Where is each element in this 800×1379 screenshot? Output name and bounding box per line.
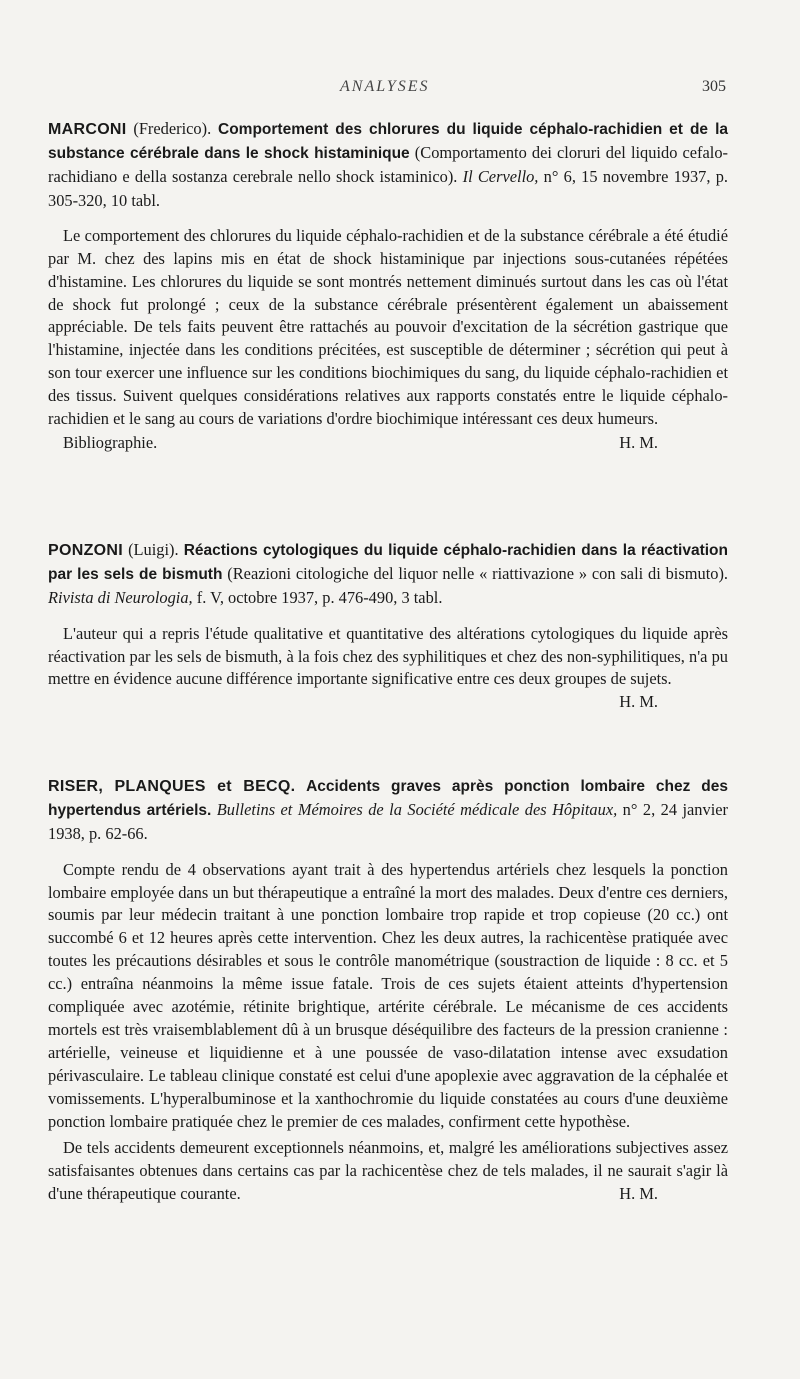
entry-author: PONZONI bbox=[48, 542, 123, 559]
running-head bbox=[0, 78, 800, 100]
entry-author: MARCONI bbox=[48, 121, 127, 138]
entry-riser bbox=[48, 774, 728, 1206]
entry-abstract-text: De tels accidents demeurent exceptionnels néanmoins, et, malgré les améliorations subjectives assez satisfaisantes obtenues dans certains cas par la rachicentèse chez de tels malades, il ne saurait s'agir là d'une thérapeutique courante. bbox=[48, 1138, 728, 1204]
entry-reference bbox=[48, 774, 728, 846]
entry-ponzoni bbox=[48, 538, 728, 714]
running-title: ANALYSES bbox=[340, 78, 430, 95]
entry-marconi bbox=[48, 117, 728, 454]
entry-journal: Rivista di Neurologia, bbox=[48, 588, 193, 608]
entry-footer bbox=[48, 431, 728, 454]
entry-title: Réactions cytologiques du liquide céphalo-rachidien dans la réactivation par les sels de bismuth bbox=[48, 542, 728, 584]
entry-title: Accidents graves après ponction lombaire chez des hypertendus artériels. bbox=[48, 778, 728, 820]
entry-reference bbox=[48, 538, 728, 610]
entry-reference bbox=[48, 117, 728, 212]
entry-journal: Bulletins et Mémoires de la Société médicale des Hôpitaux, bbox=[216, 800, 618, 820]
entry-title: Comportement des chlorures du liquide céphalo-rachidien et de la substance cérébrale dans le shock histaminique bbox=[48, 121, 728, 163]
entry-ref-details: f. V, octobre 1937, p. 476-490, 3 tabl. bbox=[196, 588, 443, 608]
entry-ref-details: n° 2, 24 janvier 1938, p. 62-66. bbox=[48, 800, 728, 844]
entry-abstract: Compte rendu de 4 observations ayant trait à des hypertendus artériels chez lesquels la ponction lombaire employée dans un but thérapeutique a entraîné la mort des malades. Deux d'entre ces derniers, soumis par leur médecin traitant à une ponction lombaire trop rapide et trop copieuse (20 cc.) ont succombé 6 et 12 heures après cette intervention. Chez les deux autres, la rachicentèse pratiquée avec toutes les précautions désirables et sous le contrôle manométrique (soustraction de liquide : 8 cc. et 5 cc.) entraîna néanmoins la même issue fatale. Trois de ces sujets étaient atteints d'hypertension compliquée avec azotémie, rétinite brightique, artérite cérébrale. Le mécanisme de ces accidents mortels est très vraisemblablement dû à un brusque déséquilibre des facteurs de la pression cranienne : artérielle, veineuse et liquidienne et à une poussée de vaso-dilatation intense avec exsudation périvasculaire. Le tableau clinique constaté est celui d'une apoplexie avec aggravation de la céphalée et vomissements. L'hyperalbuminose et la xanthochromie du liquide constatées au cours d'une deuxième ponction lombaire pratiquée chez le premier de ces malades, confirment cette hypothèse. bbox=[48, 859, 728, 1131]
entry-original-title: (Comportamento dei cloruri del liquido cefalo-rachidiano e della sostanza cerebrale nello shock istaminico). bbox=[48, 143, 728, 187]
entry-original-title: (Reazioni citologiche del liquor nelle « riattivazione » con sali di bismuto). bbox=[227, 564, 728, 584]
entry-signature: H. M. bbox=[619, 692, 658, 712]
page-number: 305 bbox=[702, 78, 726, 95]
entry-signature: H. M. bbox=[619, 432, 658, 452]
entry-author-given: (Luigi). bbox=[128, 540, 179, 559]
entry-author-given: (Frederico). bbox=[133, 119, 212, 138]
entry-abstract bbox=[48, 623, 728, 712]
entry-abstract-continued bbox=[48, 1137, 728, 1206]
entry-abstract-text: L'auteur qui a repris l'étude qualitative et quantitative des altérations cytologiques du liquide après réactivation par les sels de bismuth, à la fois chez des syphilitiques et chez des non-syphilitiques, n'a pu mettre en évidence aucune différence importante significative entre ces deux groupes de sujets. bbox=[48, 623, 728, 689]
entry-journal: Il Cervello, bbox=[462, 167, 539, 187]
entry-abstract: Le comportement des chlorures du liquide céphalo-rachidien et de la substance cérébrale a été étudié par M. chez des lapins mis en état de shock histaminique par injections sous-cutanées répétées d'histamine. Les chlorures du liquide se sont montrés nettement diminués surtout dans les cas où l'état de shock fut prolongé ; ceux de la substance cérébrale présentèrent également un abaissement appréciable. De tels faits peuvent être rattachés au pouvoir d'excitation de la sécrétion gastrique que l'histamine, injectée dans les conditions précitées, est susceptible de déterminer ; sécrétion qui peut à son tour exercer une influence sur les conditions biochimiques du sang, du liquide céphalo-rachidien et des tissus. Suivent quelques considérations relatives aux rapports constatés entre le liquide céphalo-rachidien et le sang au cours de variations d'ordre biochimique intéressant ces deux humeurs. bbox=[48, 225, 728, 429]
entry-bibliography: Bibliographie. bbox=[63, 432, 158, 452]
entry-signature: H. M. bbox=[619, 1184, 658, 1204]
entry-ref-details: n° 6, 15 novembre 1937, p. 305-320, 10 tabl. bbox=[48, 167, 728, 210]
entry-author: RISER, PLANQUES et BECQ. bbox=[48, 778, 296, 795]
